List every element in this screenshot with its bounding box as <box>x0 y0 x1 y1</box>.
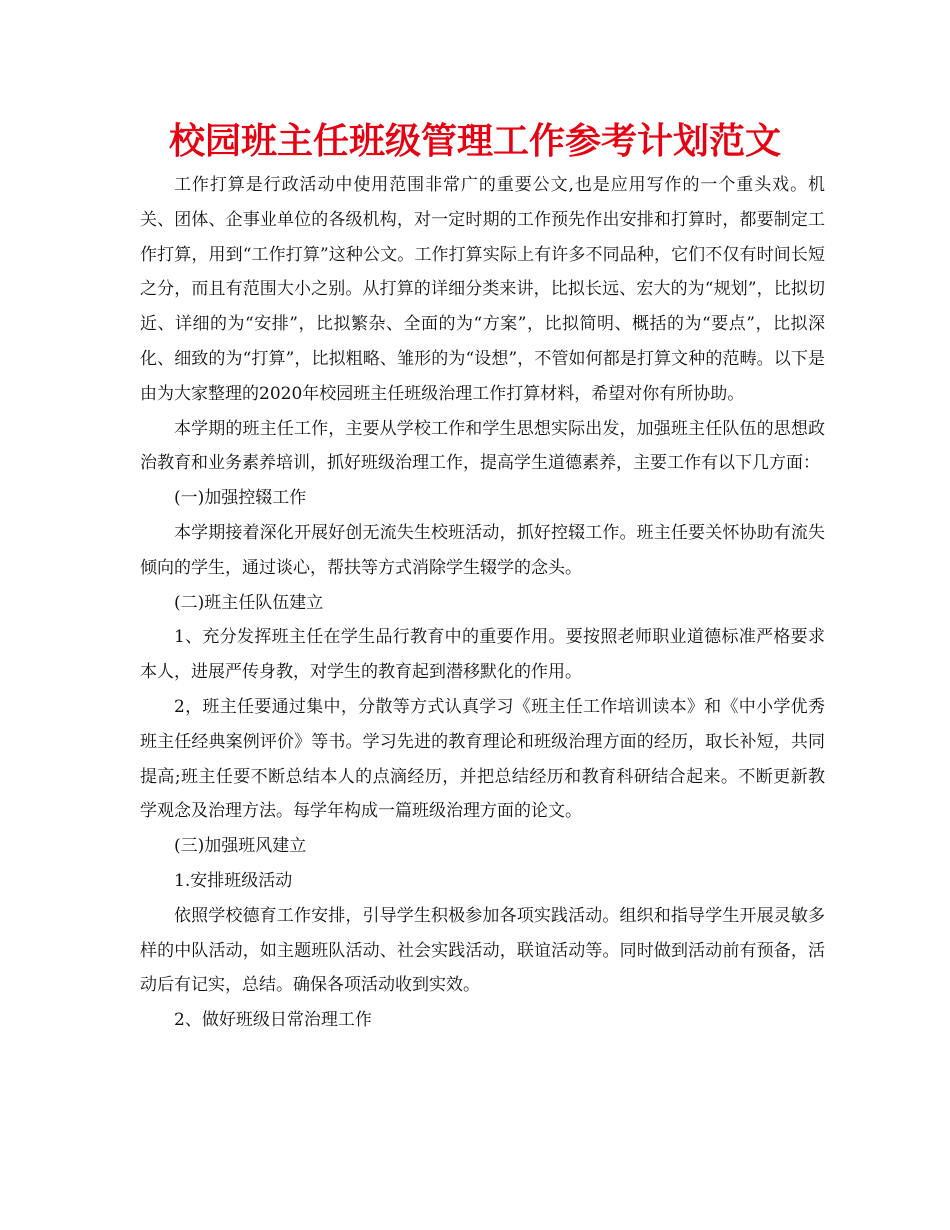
paragraph-section-1: 本学期接着深化开展好创无流失生校班活动，抓好控辍工作。班主任要关怀协助有流失倾向的学生，通过谈心，帮扶等方式消除学生辍学的念头。 <box>140 522 825 578</box>
paragraph-item-1: 1、充分发挥班主任在学生品行教育中的重要作用。要按照老师职业道德标准严格要求本人，进展严传身教，对学生的教育起到潜移默化的作用。 <box>140 627 825 683</box>
document-title: 校园班主任班级管理工作参考计划范文 <box>168 121 781 162</box>
paragraph-item-2: 2，班主任要通过集中，分散等方式认真学习《班主任工作培训读本》和《中小学优秀班主任经典案例评价》等书。学习先进的教育理论和班级治理方面的经历，取长补短，共同提高;班主任要不断总结本人的点滴经历，并把总结经历和教育科研结合起来。不断更新教学观念及治理方法。每学年构成一篇班级治理方面的论文。 <box>140 696 825 822</box>
document-body <box>140 168 825 1038</box>
paragraph-intro: 工作打算是行政活动中使用范围非常广的重要公文,也是应用写作的一个重头戏。机关、团体、企事业单位的各级机构，对一定时期的工作预先作出安排和打算时，都要制定工作打算，用到“工作打算”这种公文。工作打算实际上有许多不同品种，它们不仅有时间长短之分，而且有范围大小之别。从打算的详细分类来讲，比拟长远、宏大的为“规划”，比拟切近、详细的为“安排”，比拟繁杂、全面的为“方案”，比拟简明、概括的为“要点”，比拟深化、细致的为“打算”，比拟粗略、雏形的为“设想”，不管如何都是打算文种的范畴。以下是由为大家整理的2020年校园班主任班级治理工作打算材料，希望对你有所协助。 <box>140 175 825 404</box>
paragraph-overview: 本学期的班主任工作，主要从学校工作和学生思想实际出发，加强班主任队伍的思想政治教育和业务素养培训，抓好班级治理工作，提高学生道德素养，主要工作有以下几方面： <box>140 418 825 474</box>
section-heading-1: (一)加强控辍工作 <box>174 488 307 509</box>
subheading-activities: 1.安排班级活动 <box>174 870 293 891</box>
subheading-daily-management: 2、做好班级日常治理工作 <box>174 1010 372 1031</box>
section-heading-2: (二)班主任队伍建立 <box>174 592 324 613</box>
section-heading-3: (三)加强班风建立 <box>174 836 307 857</box>
paragraph-activities: 依照学校德育工作安排，引导学生积极参加各项实践活动。组织和指导学生开展灵敏多样的中队活动，如主题班队活动、社会实践活动，联谊活动等。同时做到活动前有预备，活动后有记实，总结。确保各项活动收到实效。 <box>140 905 825 996</box>
